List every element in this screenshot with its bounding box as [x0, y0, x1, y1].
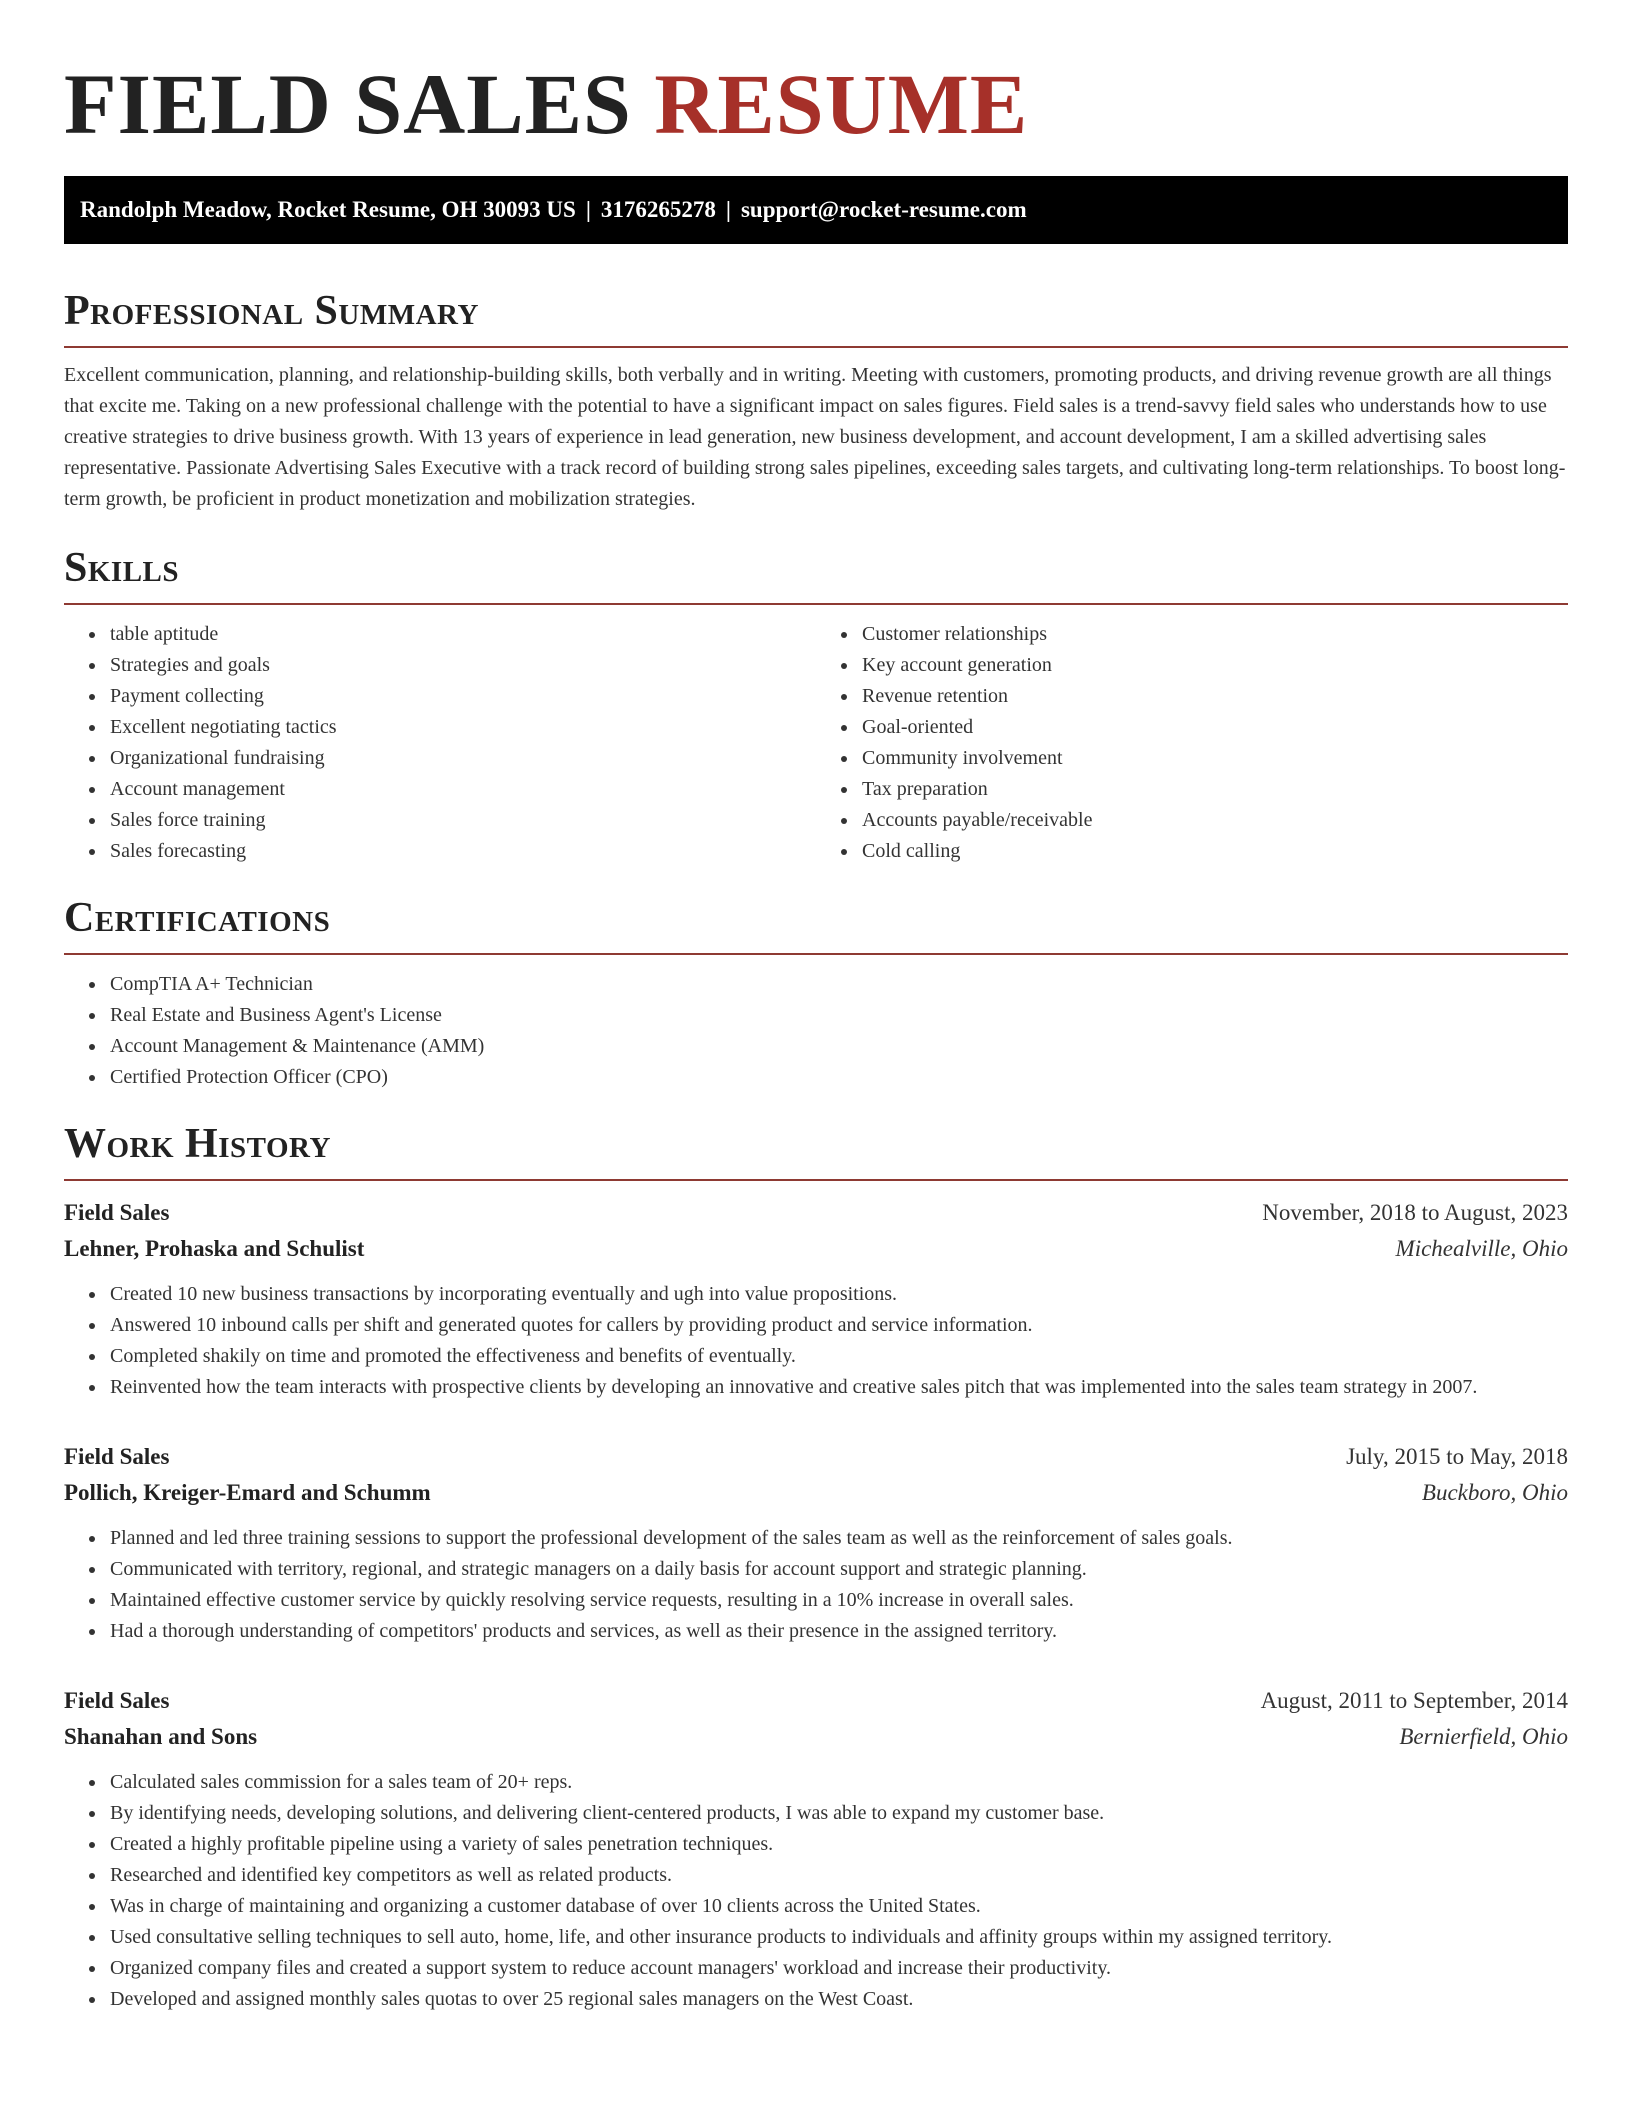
skills-left-list	[64, 619, 816, 867]
certification-item: • Account Management & Maintenance (AMM)	[107, 1031, 1568, 1062]
contact-phone: 3176265278	[600, 197, 716, 222]
contact-bar	[64, 176, 1568, 244]
work-history-section	[64, 1119, 1568, 2015]
skill-item: • Customer relationships	[859, 619, 1568, 650]
job-entry	[64, 1439, 1568, 1647]
job-dates: August, 2011 to September, 2014	[1260, 1688, 1568, 1713]
title-accent: RESUME	[654, 56, 1029, 152]
resume-title	[64, 0, 1568, 176]
job-duty: • Communicated with territory, regional, and strategic managers on a daily basis for account support and strategic planning.	[107, 1554, 1568, 1585]
job-header-row	[64, 1683, 1568, 1719]
title-main: FIELD SALES	[64, 56, 655, 152]
certifications-section	[64, 893, 1568, 1093]
summary-text: Excellent communication, planning, and relationship-building skills, both verbally and in writing. Meeting with customers, promoting products, and driving revenue growth are all things that excite me. Taking on a new professional challenge with the potential to have a significant impact on sales figures. Field sales is a trend-savvy field sales who understands how to use creative strategies to drive business growth. With 13 years of experience in lead generation, new business development, and account development, I am a skilled advertising sales representative. Passionate Advertising Sales Executive with a track record of building strong sales pipelines, exceeding sales targets, and cultivating long-term relationships. To boost long-term growth, be proficient in product monetization and mobilization strategies.	[64, 364, 1566, 510]
certification-item: • Real Estate and Business Agent's License	[107, 1000, 1568, 1031]
skill-item: • Cold calling	[859, 836, 1568, 867]
job-duty: • Was in charge of maintaining and organizing a customer database of over 10 clients across the United States.	[107, 1891, 1568, 1922]
job-title: Field Sales	[64, 1444, 170, 1469]
job-duty: • Had a thorough understanding of competitors' products and services, as well as their presence in the assigned territory.	[107, 1616, 1568, 1647]
job-duties-list	[64, 1279, 1568, 1403]
summary-section	[64, 286, 1568, 515]
job-company-row	[64, 1719, 1568, 1755]
skill-item: • Payment collecting	[107, 681, 816, 712]
job-duties-list	[64, 1767, 1568, 2015]
certifications-heading: Certifications	[64, 893, 1568, 955]
skill-item: • Account management	[107, 774, 816, 805]
job-entry	[64, 1195, 1568, 1403]
certification-item: • Certified Protection Officer (CPO)	[107, 1062, 1568, 1093]
job-duty: • Created a highly profitable pipeline using a variety of sales penetration techniques.	[107, 1829, 1568, 1860]
job-duty: • Reinvented how the team interacts with prospective clients by developing an innovative and creative sales pitch that was implemented into the sales team strategy in 2007.	[107, 1372, 1568, 1403]
certification-item: • CompTIA A+ Technician	[107, 969, 1568, 1000]
job-duty: • By identifying needs, developing solutions, and delivering client-centered products, I was able to expand my customer base.	[107, 1798, 1568, 1829]
skills-heading: Skills	[64, 543, 1568, 605]
job-company: Shanahan and Sons	[64, 1724, 258, 1749]
skill-item: • Accounts payable/receivable	[859, 805, 1568, 836]
skills-section	[64, 543, 1568, 867]
job-duty: • Calculated sales commission for a sales team of 20+ reps.	[107, 1767, 1568, 1798]
contact-separator: |	[725, 197, 731, 222]
skill-item: • Sales force training	[107, 805, 816, 836]
skills-columns	[64, 619, 1568, 867]
skill-item: • Goal-oriented	[859, 712, 1568, 743]
job-duty: • Planned and led three training sessions to support the professional development of the sales team as well as the reinforcement of sales goals.	[107, 1523, 1568, 1554]
contact-address: Randolph Meadow, Rocket Resume, OH 30093 US	[80, 197, 576, 222]
job-title: Field Sales	[64, 1688, 170, 1713]
job-duty: • Researched and identified key competitors as well as related products.	[107, 1860, 1568, 1891]
job-location: Michealville, Ohio	[1395, 1236, 1568, 1261]
job-duty: • Created 10 new business transactions by incorporating eventually and ugh into value propositions.	[107, 1279, 1568, 1310]
job-dates: November, 2018 to August, 2023	[1262, 1200, 1568, 1225]
job-duty: • Maintained effective customer service by quickly resolving service requests, resulting in a 10% increase in overall sales.	[107, 1585, 1568, 1616]
skill-item: • Excellent negotiating tactics	[107, 712, 816, 743]
contact-email: support@rocket-resume.com	[740, 197, 1027, 222]
job-header-row	[64, 1195, 1568, 1231]
job-company: Pollich, Kreiger-Emard and Schumm	[64, 1480, 431, 1505]
job-company: Lehner, Prohaska and Schulist	[64, 1236, 365, 1261]
skill-item: • Organizational fundraising	[107, 743, 816, 774]
job-duty: • Developed and assigned monthly sales quotas to over 25 regional sales managers on the West Coast.	[107, 1984, 1568, 2015]
skill-item: • Sales forecasting	[107, 836, 816, 867]
skill-item: • Strategies and goals	[107, 650, 816, 681]
skill-item: • Tax preparation	[859, 774, 1568, 805]
contact-separator: |	[585, 197, 591, 222]
skill-item: • Community involvement	[859, 743, 1568, 774]
job-entry	[64, 1683, 1568, 2015]
skill-item: • Revenue retention	[859, 681, 1568, 712]
job-duties-list	[64, 1523, 1568, 1647]
job-title: Field Sales	[64, 1200, 170, 1225]
job-location: Bernierfield, Ohio	[1399, 1724, 1568, 1749]
summary-heading: Professional Summary	[64, 286, 1568, 348]
job-dates: July, 2015 to May, 2018	[1346, 1444, 1568, 1469]
work-history-heading: Work History	[64, 1119, 1568, 1181]
skill-item: • Key account generation	[859, 650, 1568, 681]
job-location: Buckboro, Ohio	[1421, 1480, 1568, 1505]
skills-right-list	[816, 619, 1568, 867]
job-company-row	[64, 1475, 1568, 1511]
job-header-row	[64, 1439, 1568, 1475]
certifications-list	[64, 969, 1568, 1093]
job-duty: • Used consultative selling techniques to sell auto, home, life, and other insurance products to individuals and affinity groups within my assigned territory.	[107, 1922, 1568, 1953]
job-duty: • Completed shakily on time and promoted the effectiveness and benefits of eventually.	[107, 1341, 1568, 1372]
job-duty: • Organized company files and created a support system to reduce account managers' workload and increase their productivity.	[107, 1953, 1568, 1984]
job-company-row	[64, 1231, 1568, 1267]
skill-item: • table aptitude	[107, 619, 816, 650]
job-duty: • Answered 10 inbound calls per shift and generated quotes for callers by providing product and service information.	[107, 1310, 1568, 1341]
